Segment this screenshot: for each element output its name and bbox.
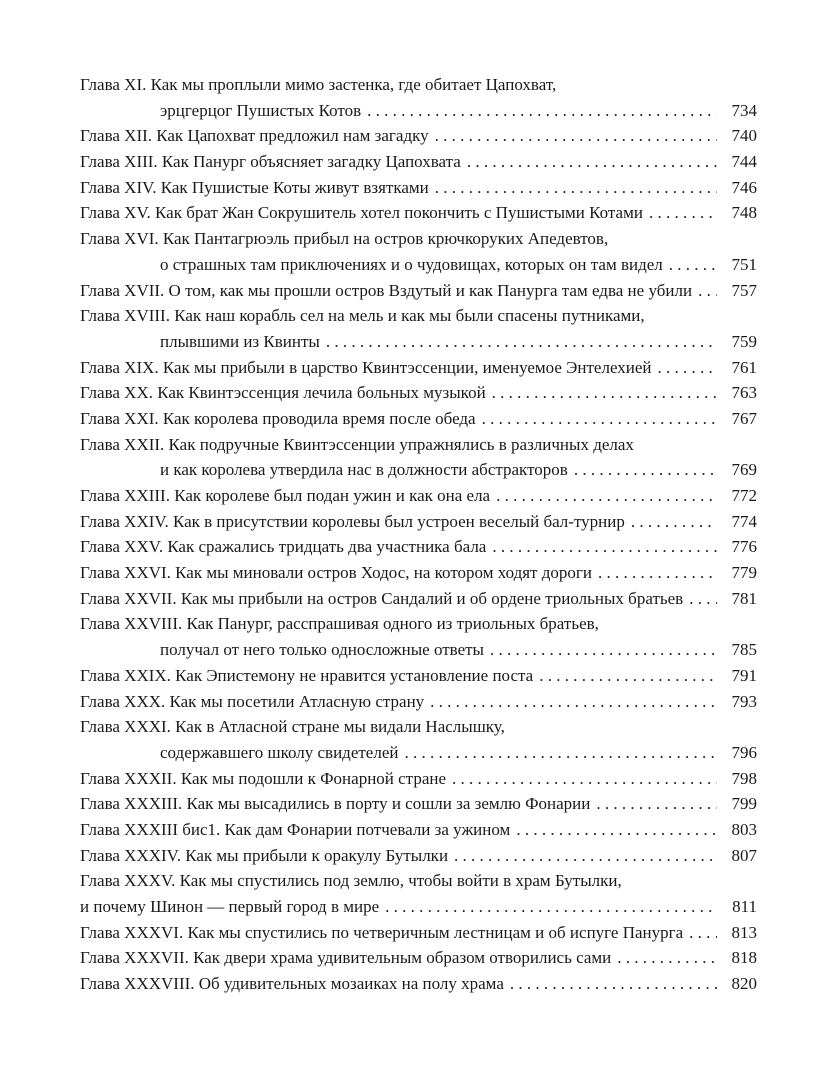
page-number: 746 [731,177,757,197]
page-number: 796 [731,742,757,762]
chapter-title: Глава XXVI. Как мы миновали остров Ходос, на котором ходят дороги [80,563,592,583]
toc-entry [80,586,757,612]
chapter-title: Глава XX. Как Квинтэссенция лечила больных музыкой [80,383,486,403]
chapter-title-continuation: эрцгерцог Пушистых Котов [160,100,362,120]
dot-leader [617,945,717,971]
chapter-title-continuation: и почему Шинон — первый город в мире [80,897,380,916]
chapter-title: Глава XXIII. Как королеве был подан ужин и как она ела [80,486,491,505]
chapter-title: Глава XXI. Как королева проводила время после обеда [80,408,476,428]
toc-line [80,149,757,175]
page-number: 740 [731,126,757,146]
chapter-title-continuation: получал от него только односложные ответы [160,640,484,660]
toc-entry [80,509,757,535]
dot-leader [467,149,717,175]
chapter-title: Глава XXXVIII. Об удивительных мозаиках на полу храма [80,974,504,994]
toc-entry [80,791,757,817]
chapter-title: Глава XIV. Как Пушистые Коты живут взятками [80,177,429,197]
dot-leader [496,483,717,509]
dot-leader [658,355,717,381]
toc-line [80,329,757,355]
dot-leader [649,200,717,226]
page-number: 772 [731,486,757,505]
toc-line [80,509,757,535]
toc-line [80,560,757,586]
dot-leader [516,817,717,843]
toc-line [80,817,757,843]
toc-entry [80,971,757,997]
toc-entry [80,355,757,381]
chapter-title: Глава XXII. Как подручные Квинтэссенции упражнялись в различных делах [80,434,634,454]
chapter-title-continuation: о страшных там приключениях и о чудовищах, которых он там видел [160,254,663,274]
page-number: 807 [731,845,757,865]
toc-entry [80,149,757,175]
toc-entry [80,278,757,304]
toc-line [80,843,757,869]
dot-leader [452,766,717,792]
chapter-title: Глава XXXIII бис1. Как дам Фонарии потчевали за ужином [80,819,511,839]
page-number: 757 [731,280,757,300]
dot-leader [367,98,717,124]
chapter-title: Глава XXIV. Как в присутствии королевы был устроен веселый бал-турнир [80,511,625,531]
toc-entry [80,200,757,226]
page-number: 781 [731,588,757,608]
toc-line [80,586,757,612]
page-number: 774 [731,511,757,531]
toc-entry [80,560,757,586]
toc-line [80,740,757,766]
toc-line [80,714,757,740]
toc-line [80,226,757,252]
toc-line [80,534,757,560]
dot-leader [574,457,717,483]
chapter-title: Глава XXXI. Как в Атласной стране мы видали Наслышку, [80,717,505,737]
toc-entry [80,945,757,971]
toc-line [80,971,757,997]
dot-leader [689,920,717,946]
chapter-title: Глава XXXII. Как мы подошли к Фонарной стране [80,768,447,788]
chapter-title-continuation: содержавшего школу свидетелей [160,742,399,762]
toc-line [80,200,757,226]
toc-entry [80,868,757,919]
page-number: 759 [731,331,757,351]
toc-entry [80,226,757,277]
dot-leader [454,843,717,869]
toc-line [80,278,757,304]
toc-line [80,894,757,920]
chapter-title: Глава XVII. О том, как мы прошли остров Вздутый и как Панурга там едва не убили [80,280,693,300]
dot-leader [631,509,717,535]
toc-entry [80,380,757,406]
page-number: 811 [732,897,757,916]
page-number: 767 [731,408,757,428]
dot-leader [490,637,717,663]
toc-line [80,98,757,124]
dot-leader [385,894,717,920]
chapter-title: Глава XXXV. Как мы спустились под землю, чтобы войти в храм Бутылки, [80,871,622,891]
toc-entry [80,303,757,354]
toc-line [80,380,757,406]
chapter-title: Глава XIX. Как мы прибыли в царство Квинтэссенции, именуемое Энтелехией [80,357,652,377]
toc-entry [80,175,757,201]
dot-leader [669,252,717,278]
toc-entry [80,611,757,662]
page-number: 793 [731,691,757,711]
dot-leader [435,175,717,201]
chapter-title: Глава XII. Как Цапохват предложил нам загадку [80,126,429,146]
chapter-title: Глава XXIX. Как Эпистемону не нравится установление поста [80,665,534,685]
toc-entry [80,920,757,946]
page-number: 818 [731,948,757,968]
chapter-title: Глава XI. Как мы проплыли мимо застенка, где обитает Цапохват, [80,75,557,94]
toc-entry [80,766,757,792]
toc-line [80,868,757,894]
dot-leader [539,663,717,689]
chapter-title: Глава XXV. Как сражались тридцать два участника бала [80,537,487,557]
page-number: 761 [731,357,757,377]
dot-leader [435,123,717,149]
dot-leader [492,380,717,406]
toc-line [80,663,757,689]
toc-line [80,123,757,149]
dot-leader [510,971,717,997]
toc-entry [80,72,757,123]
toc-line [80,303,757,329]
dot-leader [596,791,717,817]
chapter-title: Глава XXXIII. Как мы высадились в порту и сошли за землю Фонарии [80,794,591,814]
toc-entry [80,483,757,509]
chapter-title-continuation: плывшими из Квинты [160,331,320,351]
toc-line [80,175,757,201]
page-number: 803 [731,819,757,839]
dot-leader [492,534,717,560]
chapter-title: Глава XV. Как брат Жан Сокрушитель хотел покончить с Пушистыми Котами [80,203,643,223]
toc-entry [80,843,757,869]
page-number: 813 [731,922,757,942]
toc-line [80,766,757,792]
page-number: 744 [731,152,757,172]
toc-line [80,611,757,637]
toc-line [80,406,757,432]
dot-leader [598,560,717,586]
toc-line [80,920,757,946]
page-number: 798 [731,768,757,788]
page-number: 820 [731,974,757,994]
toc-entry [80,406,757,432]
toc-line [80,72,757,98]
chapter-title-continuation: и как королева утвердила нас в должности абстракторов [160,460,568,480]
chapter-title: Глава XXXIV. Как мы прибыли к оракулу Бутылки [80,845,449,865]
chapter-title: Глава XVIII. Как наш корабль сел на мель и как мы были спасены путниками, [80,306,645,326]
page-number: 734 [731,100,757,120]
toc-line [80,432,757,458]
dot-leader [430,689,717,715]
toc-line [80,483,757,509]
toc-line [80,637,757,663]
toc-line [80,945,757,971]
toc-line [80,791,757,817]
page-number: 791 [731,665,757,685]
toc-entry [80,714,757,765]
page-number: 785 [731,640,757,660]
toc-entry [80,123,757,149]
page-number: 779 [731,563,757,583]
toc-entry [80,817,757,843]
chapter-title: Глава XXXVII. Как двери храма удивительным образом отворились сами [80,948,612,968]
table-of-contents [80,72,757,997]
chapter-title: Глава XXVII. Как мы прибыли на остров Сандалий и об ордене триольных братьев [80,588,684,608]
dot-leader [689,586,717,612]
page-number: 751 [731,254,757,274]
toc-entry [80,534,757,560]
page-number: 799 [731,794,757,814]
dot-leader [698,278,717,304]
toc-entry [80,689,757,715]
toc-line [80,355,757,381]
chapter-title: Глава XXVIII. Как Панург, расспрашивая одного из триольных братьев, [80,614,599,634]
dot-leader [326,329,717,355]
page-number: 763 [731,383,757,403]
toc-line [80,689,757,715]
toc-line [80,252,757,278]
dot-leader [482,406,717,432]
chapter-title: Глава XVI. Как Пантагрюэль прибыл на остров крючкоруких Апедевтов, [80,229,609,249]
toc-line [80,457,757,483]
page-number: 769 [731,460,757,480]
dot-leader [404,740,717,766]
toc-entry [80,663,757,689]
chapter-title: Глава XXX. Как мы посетили Атласную страну [80,691,425,711]
toc-entry [80,432,757,483]
page-number: 776 [731,537,757,557]
page-number: 748 [731,203,757,223]
chapter-title: Глава XIII. Как Панург объясняет загадку Цапохвата [80,152,461,172]
chapter-title: Глава XXXVI. Как мы спустились по четверичным лестницам и об испуге Панурга [80,922,684,942]
